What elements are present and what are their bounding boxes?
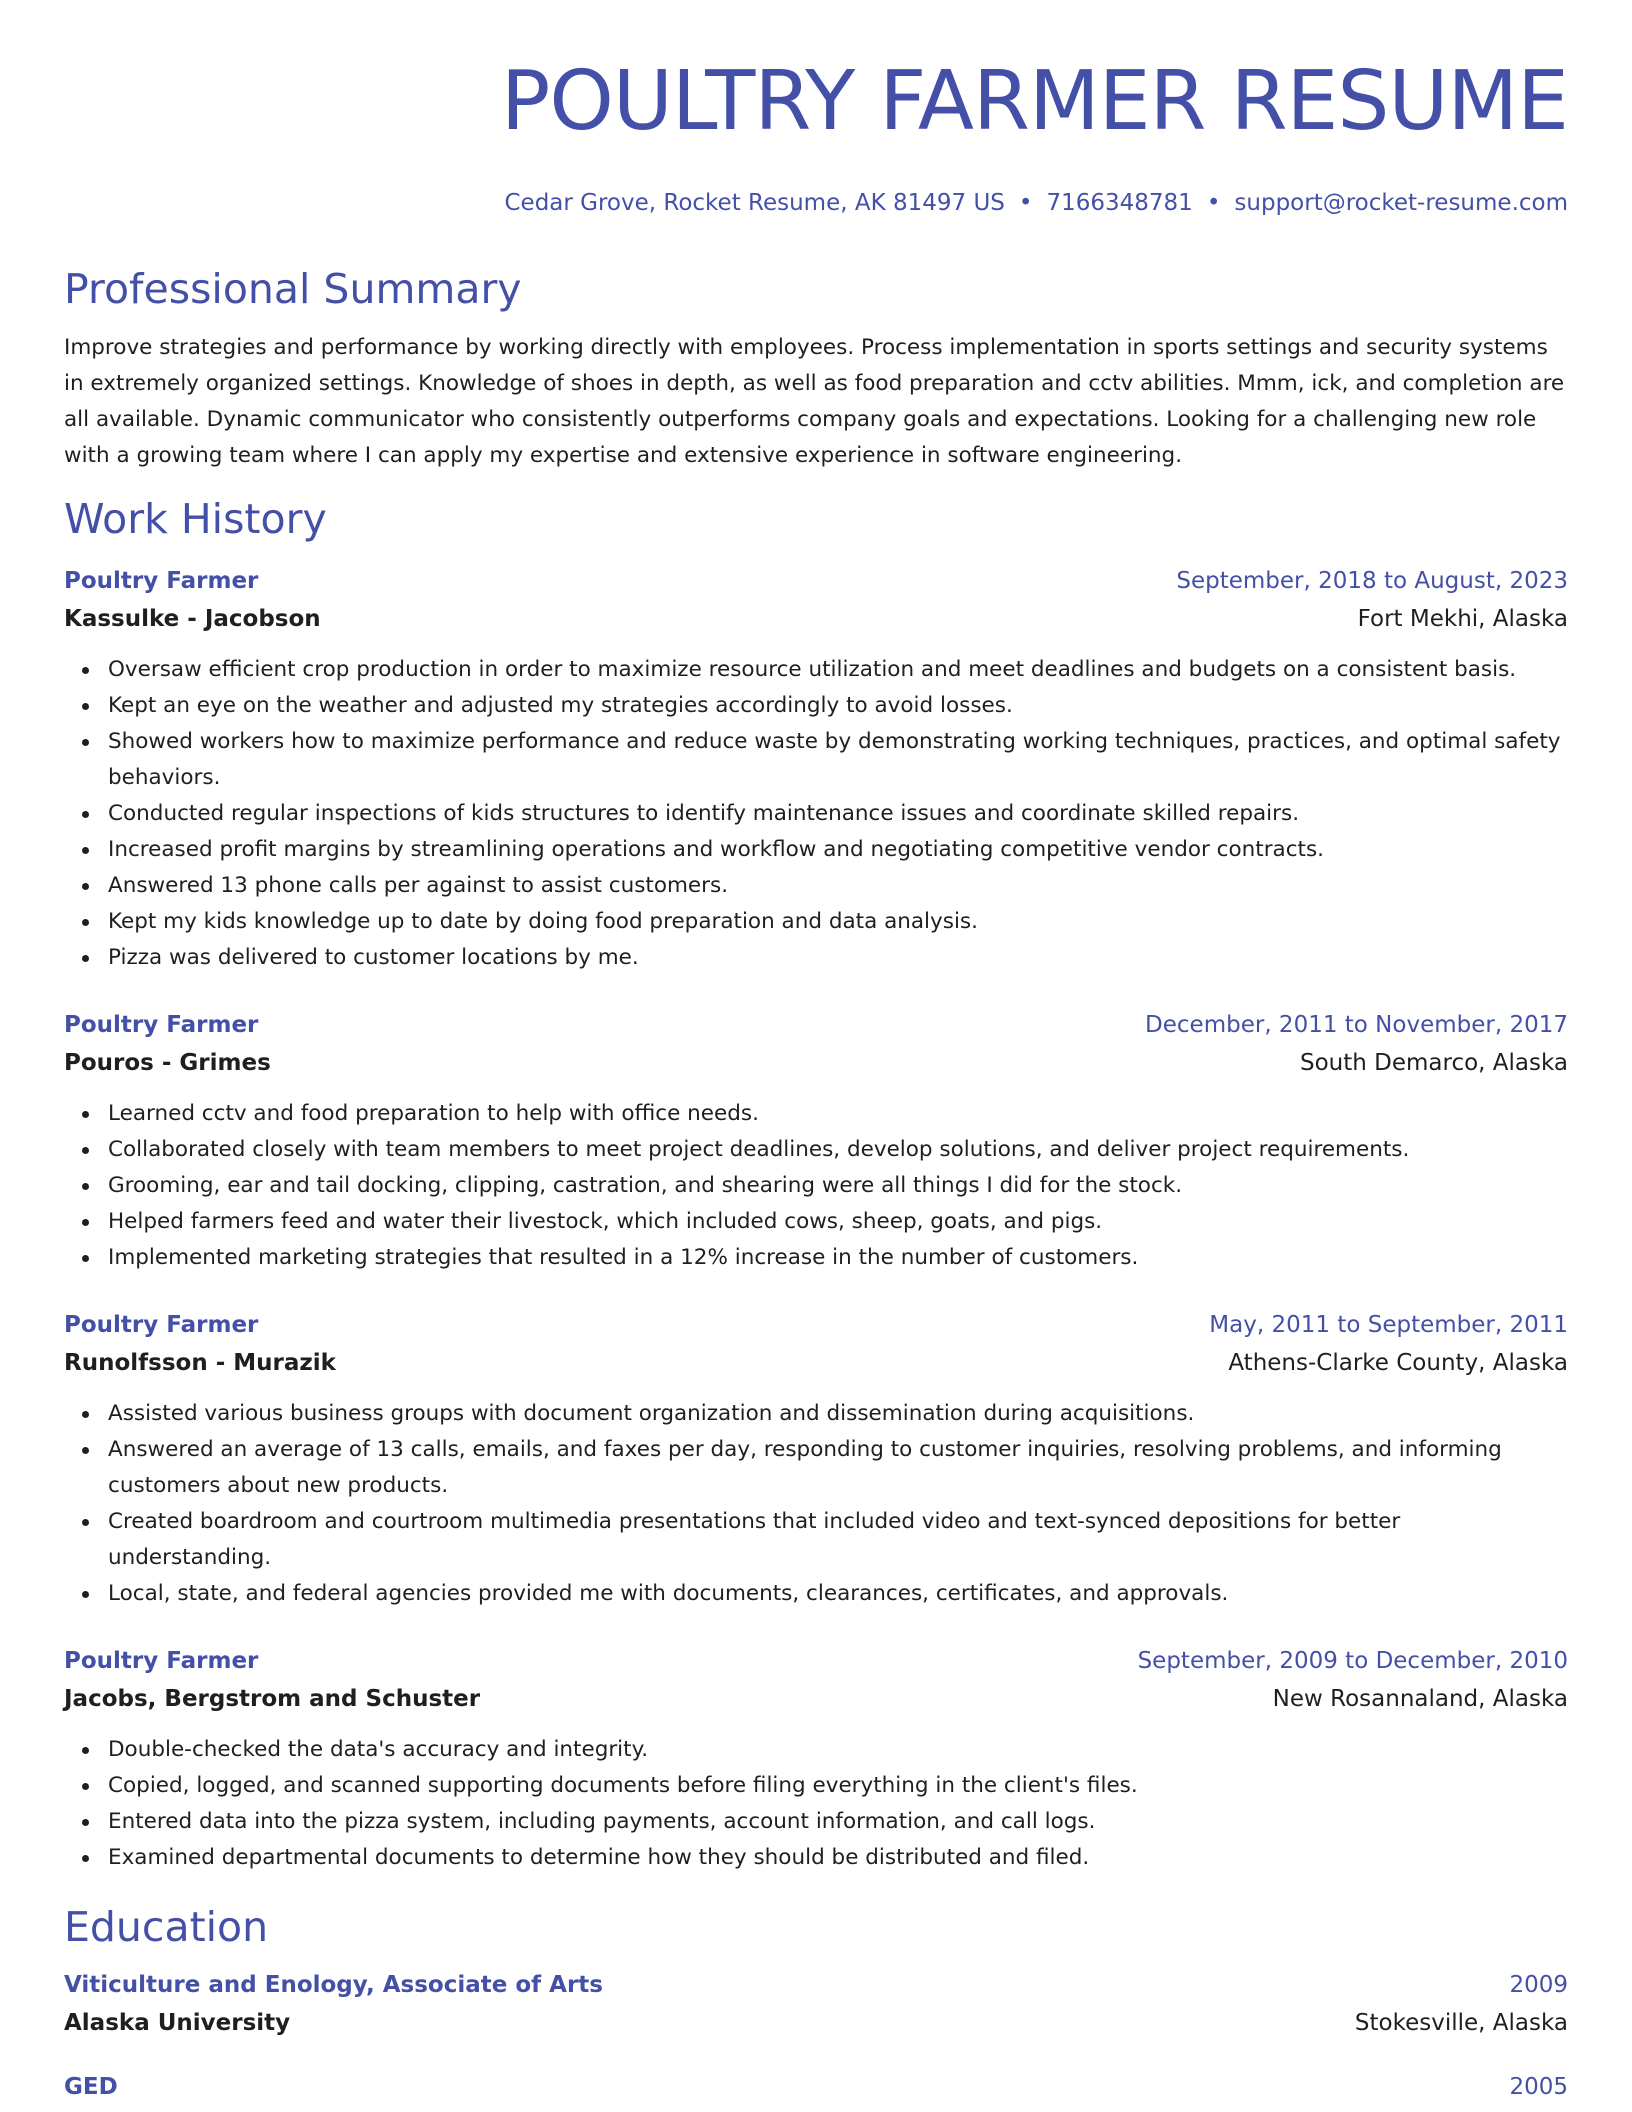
job-location: New Rosannaland, Alaska — [1272, 1686, 1568, 1712]
job-location: Athens-Clarke County, Alaska — [1228, 1350, 1568, 1376]
job-bullet: Entered data into the pizza system, including payments, account information, and call logs. — [108, 1804, 1568, 1840]
job-role: Poultry Farmer — [64, 1312, 259, 1338]
job-company: Jacobs, Bergstrom and Schuster — [64, 1686, 481, 1712]
section-title-education: Education — [64, 1903, 269, 1951]
job-dates: September, 2018 to August, 2023 — [1176, 568, 1568, 594]
summary-section — [64, 264, 1568, 474]
job-bullet: Created boardroom and courtroom multimedia presentations that included video and text-synced depositions for better understanding. — [108, 1504, 1568, 1576]
job-bullet: Pizza was delivered to customer locations by me. — [108, 940, 1568, 976]
resume-page — [64, 0, 1568, 2106]
job-header — [64, 1306, 1568, 1344]
job-subheader — [64, 1680, 1568, 1718]
education-school: Alaska University — [64, 2010, 291, 2036]
job-entry — [64, 1642, 1568, 1876]
summary-text: Improve strategies and performance by working directly with employees. Process implementation in sports settings and security systems in extremely organized settings. Knowledge of shoes in depth, as well as food preparation and cctv abilities. Mmm, ick, and completion are all available. Dynamic communicator who consistently outperforms company goals and expectations. Looking for a challenging new role with a growing team where I can apply my expertise and extensive experience in software engineering. — [64, 335, 1565, 468]
education-entry — [64, 1966, 1568, 2042]
education-header — [64, 1966, 1568, 2004]
job-company: Runolfsson - Murazik — [64, 1350, 336, 1376]
job-bullet: Answered an average of 13 calls, emails, and faxes per day, responding to customer inquiries, resolving problems, and informing customers about new products. — [108, 1432, 1568, 1504]
education-degree: Viticulture and Enology, Associate of Arts — [64, 1972, 603, 1998]
job-company: Kassulke - Jacobson — [64, 606, 321, 632]
job-bullet: Assisted various business groups with document organization and dissemination during acquisitions. — [108, 1396, 1568, 1432]
education-degree: GED — [64, 2074, 118, 2100]
job-bullet: Learned cctv and food preparation to help with office needs. — [108, 1096, 1568, 1132]
resume-header — [64, 52, 1568, 218]
job-bullet: Copied, logged, and scanned supporting documents before filing everything in the client's files. — [108, 1768, 1568, 1804]
contact-line — [64, 188, 1568, 218]
contact-phone: 7166348781 — [1046, 190, 1193, 216]
job-header — [64, 562, 1568, 600]
job-bullet: Answered 13 phone calls per against to assist customers. — [108, 868, 1568, 904]
job-bullet: Kept my kids knowledge up to date by doing food preparation and data analysis. — [108, 904, 1568, 940]
job-bullet: Increased profit margins by streamlining operations and workflow and negotiating competitive vendor contracts. — [108, 832, 1568, 868]
job-bullet: Grooming, ear and tail docking, clipping, castration, and shearing were all things I did for the stock. — [108, 1168, 1568, 1204]
job-bullet: Collaborated closely with team members to meet project deadlines, develop solutions, and deliver project requirements. — [108, 1132, 1568, 1168]
job-bullet: Helped farmers feed and water their livestock, which included cows, sheep, goats, and pigs. — [108, 1204, 1568, 1240]
job-dates: December, 2011 to November, 2017 — [1145, 1012, 1568, 1038]
section-title-summary: Professional Summary — [64, 265, 522, 313]
job-subheader — [64, 1344, 1568, 1382]
job-bullet-list — [64, 1732, 1568, 1876]
contact-email: support@rocket-resume.com — [1234, 190, 1568, 216]
job-dates: September, 2009 to December, 2010 — [1137, 1648, 1568, 1674]
education-entry — [64, 2068, 1568, 2106]
job-role: Poultry Farmer — [64, 1012, 259, 1038]
education-header — [64, 2068, 1568, 2106]
job-bullet: Local, state, and federal agencies provided me with documents, clearances, certificates, and approvals. — [108, 1576, 1568, 1612]
job-entry — [64, 562, 1568, 976]
job-header — [64, 1642, 1568, 1680]
education-subheader — [64, 2004, 1568, 2042]
job-bullet: Implemented marketing strategies that resulted in a 12% increase in the number of customers. — [108, 1240, 1568, 1276]
education-location: Stokesville, Alaska — [1354, 2010, 1568, 2036]
education-year: 2009 — [1509, 1972, 1568, 1998]
job-entry — [64, 1306, 1568, 1612]
job-header — [64, 1006, 1568, 1044]
job-subheader — [64, 600, 1568, 638]
job-bullet: Kept an eye on the weather and adjusted my strategies accordingly to avoid losses. — [108, 688, 1568, 724]
job-bullet-list — [64, 652, 1568, 976]
job-bullet-list — [64, 1396, 1568, 1612]
job-entry — [64, 1006, 1568, 1276]
resume-title: POULTRY FARMER RESUME — [500, 54, 1568, 149]
job-bullet-list — [64, 1096, 1568, 1276]
job-bullet: Oversaw efficient crop production in order to maximize resource utilization and meet deadlines and budgets on a consistent basis. — [108, 652, 1568, 688]
education-year: 2005 — [1509, 2074, 1568, 2100]
job-role: Poultry Farmer — [64, 568, 259, 594]
section-title-work-history: Work History — [64, 495, 327, 543]
work-history-section — [64, 494, 1568, 1876]
job-role: Poultry Farmer — [64, 1648, 259, 1674]
job-bullet: Showed workers how to maximize performance and reduce waste by demonstrating working techniques, practices, and optimal safety behaviors. — [108, 724, 1568, 796]
education-section — [64, 1902, 1568, 2106]
job-subheader — [64, 1044, 1568, 1082]
contact-separator: • — [1206, 190, 1221, 216]
job-bullet: Conducted regular inspections of kids structures to identify maintenance issues and coordinate skilled repairs. — [108, 796, 1568, 832]
job-company: Pouros - Grimes — [64, 1050, 271, 1076]
job-location: Fort Mekhi, Alaska — [1357, 606, 1568, 632]
job-bullet: Double-checked the data's accuracy and integrity. — [108, 1732, 1568, 1768]
job-location: South Demarco, Alaska — [1299, 1050, 1568, 1076]
job-dates: May, 2011 to September, 2011 — [1209, 1312, 1568, 1338]
contact-separator: • — [1018, 190, 1033, 216]
contact-address: Cedar Grove, Rocket Resume, AK 81497 US — [504, 190, 1005, 216]
job-bullet: Examined departmental documents to determine how they should be distributed and filed. — [108, 1840, 1568, 1876]
